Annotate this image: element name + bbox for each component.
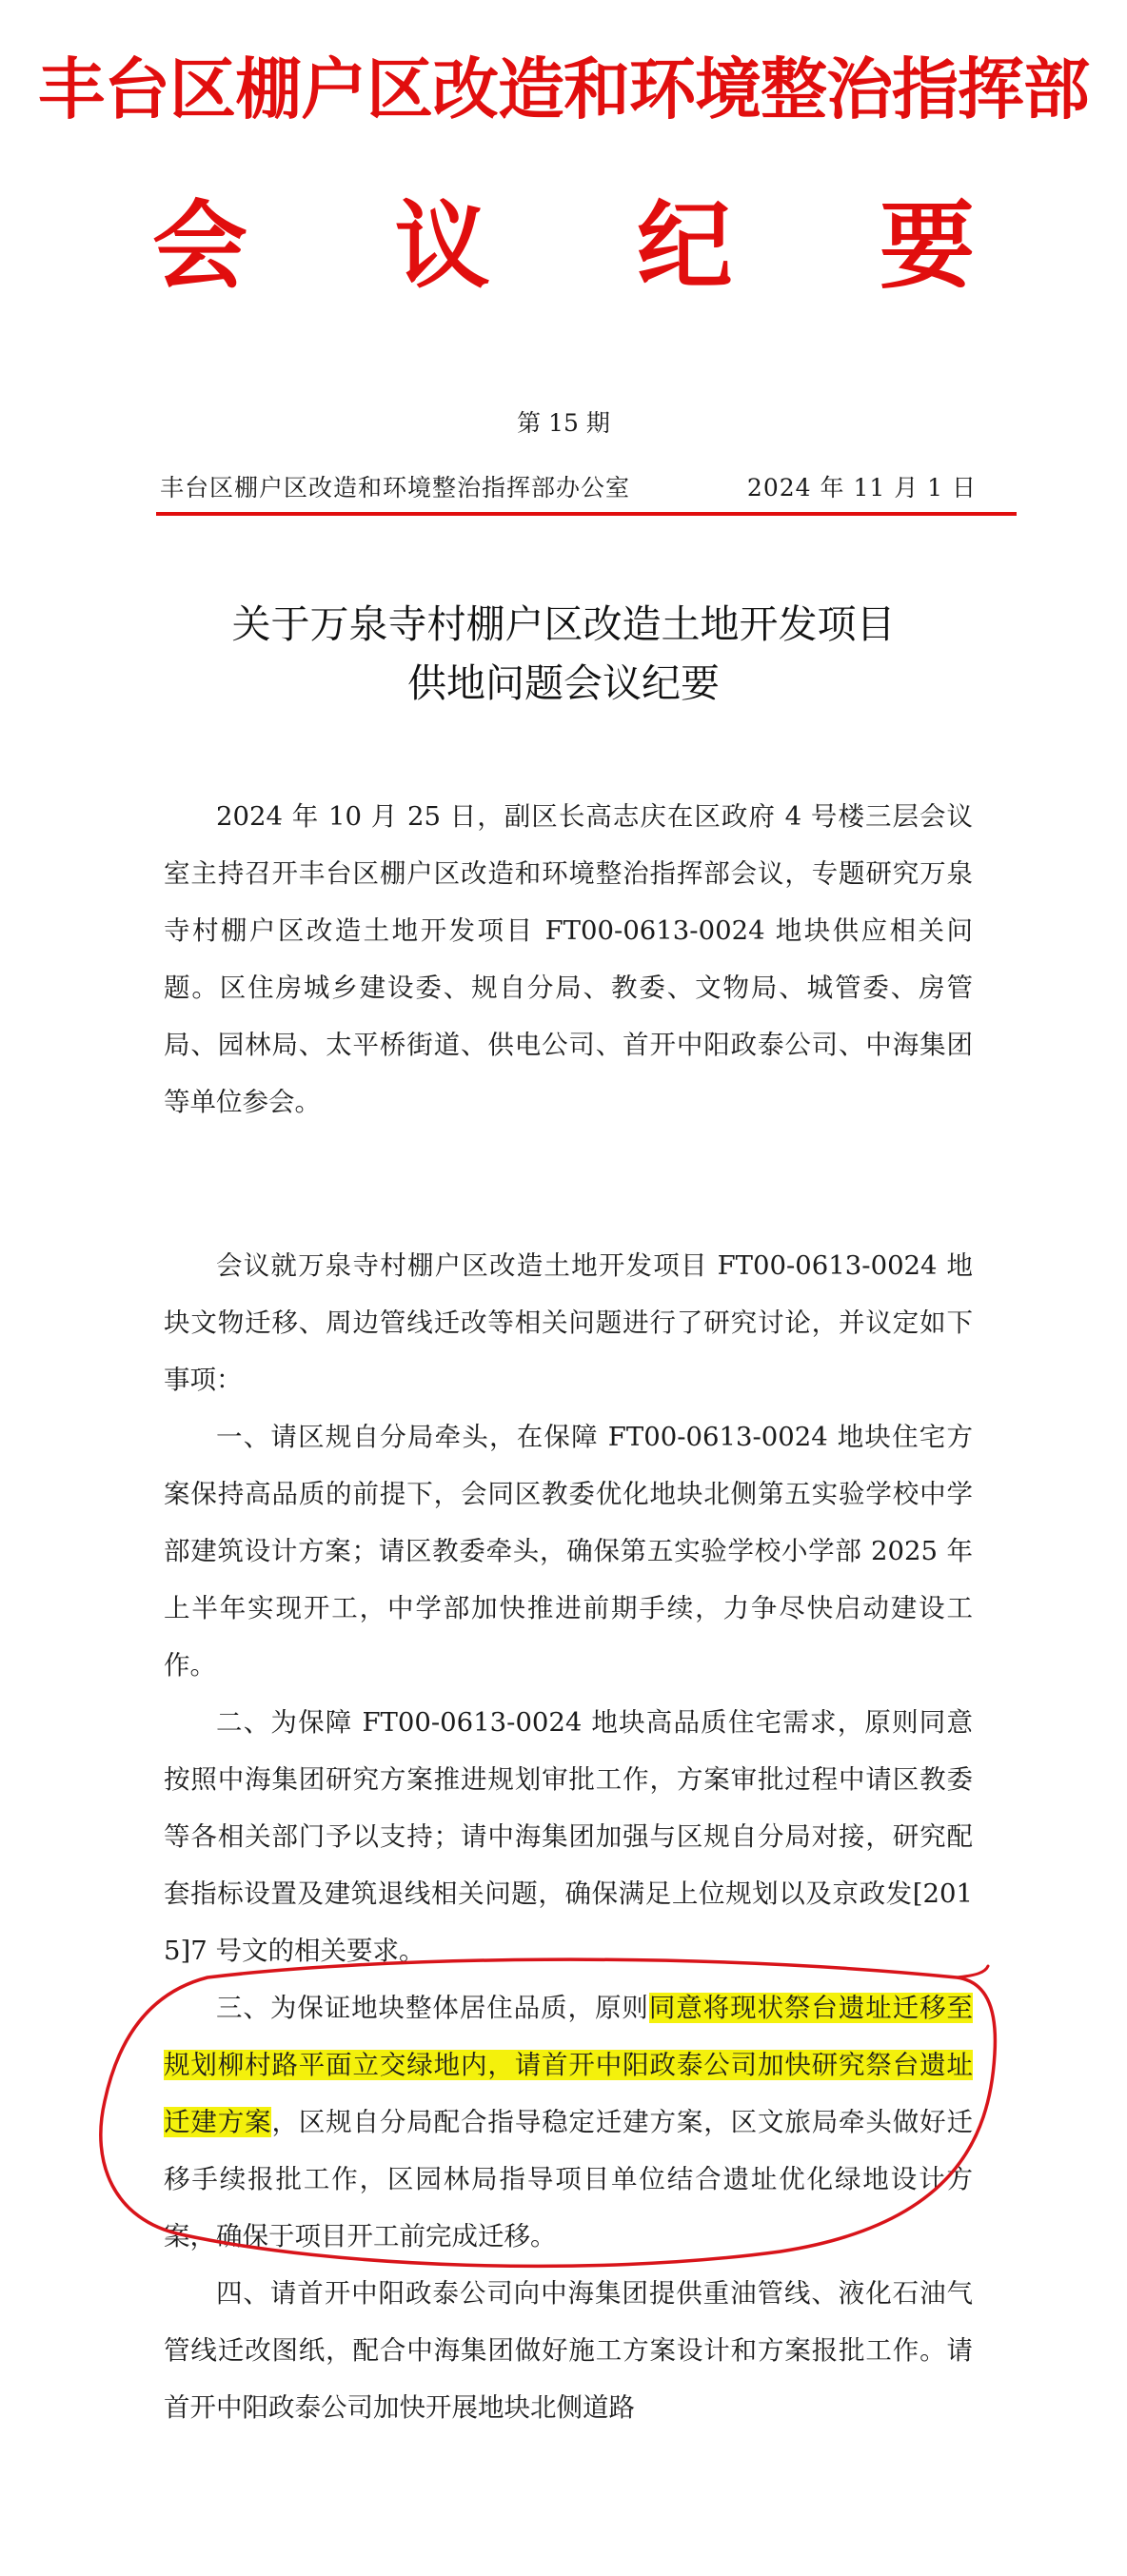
issuer-date-row xyxy=(160,469,977,503)
issuer-office: 丰台区棚户区改造和环境整治指挥部办公室 xyxy=(160,474,631,501)
item-3-text-end: ，区规自分局配合指导稳定迁建方案，区文旅局牵头做好迁移手续报批工作，区园林局指导项目单位结合遗址优化绿地设计方案，确保于项目开工前完成迁移。 xyxy=(164,2107,974,2252)
red-separator-line xyxy=(156,512,1017,516)
item-1-paragraph: 一、请区规自分局牵头，在保障 FT00-0613-0024 地块住宅方案保持高品质的前提下，会同区教委优化地块北侧第五实验学校中学部建筑设计方案；请区教委牵头，确保第五实验学校小学部 2025 年上半年实现开工，中学部加快推进前期手续，力争尽快启动建设工作。 xyxy=(164,1422,973,1681)
document-type-heading xyxy=(152,188,975,303)
document-title xyxy=(0,595,1127,713)
doc-type-char: 议 xyxy=(394,189,490,302)
item-4-paragraph: 四、请首开中阳政泰公司向中海集团提供重油管线、液化石油气管线迁改图纸，配合中海集团做好施工方案设计和方案报批工作。请首开中阳政泰公司加快开展地块北侧道路 xyxy=(164,2278,973,2423)
doc-type-char: 纪 xyxy=(637,189,733,302)
doc-type-char: 要 xyxy=(879,189,975,302)
item-3-text-start: 三、为保证地块整体居住品质，原则 xyxy=(216,1993,649,2023)
title-line: 供地问题会议纪要 xyxy=(407,660,720,706)
item-2-paragraph: 二、为保障 FT00-0613-0024 地块高品质住宅需求，原则同意按照中海集团研究方案推进规划审批工作，方案审批过程中请区教委等各相关部门予以支持；请中海集团加强与区规自分局对接，研究配套指标设置及建筑退线相关问题，确保满足上位规划以及京政发[2015]7 号文的相关要求。 xyxy=(164,1707,973,1966)
issue-number: 第 15 期 xyxy=(517,409,610,437)
title-line: 关于万泉寺村棚户区改造土地开发项目 xyxy=(231,601,896,647)
org-title: 丰台区棚户区改造和环境整治指挥部 xyxy=(38,49,1089,128)
issue-date: 2024 年 11 月 1 日 xyxy=(746,474,977,501)
intro-paragraph: 2024 年 10 月 25 日，副区长高志庆在区政府 4 号楼三层会议室主持召开丰台区棚户区改造和环境整治指挥部会议，专题研究万泉寺村棚户区改造土地开发项目 FT00-0613-0024 地块供应相关问题。区住房城乡建设委、规自分局、教委、文物局、城管委、房管局、园林局、太平桥街道、供电公司、首开中阳政泰公司、中海集团等单位参会。 xyxy=(164,801,973,1117)
doc-type-char: 会 xyxy=(152,189,247,302)
body-section xyxy=(164,1237,973,2436)
highlighted-text: 同意将现状祭台遗址迁移至规划柳村路平面立交绿地内，请首开中阳政泰公司加快研究祭台遗址迁建方案 xyxy=(164,1993,974,2137)
discussion-paragraph: 会议就万泉寺村棚户区改造土地开发项目 FT00-0613-0024 地块文物迁移、周边管线迁改等相关问题进行了研究讨论，并议定如下事项： xyxy=(164,1250,973,1395)
item-3-paragraph xyxy=(164,1979,973,2265)
intro-section xyxy=(164,788,973,1131)
